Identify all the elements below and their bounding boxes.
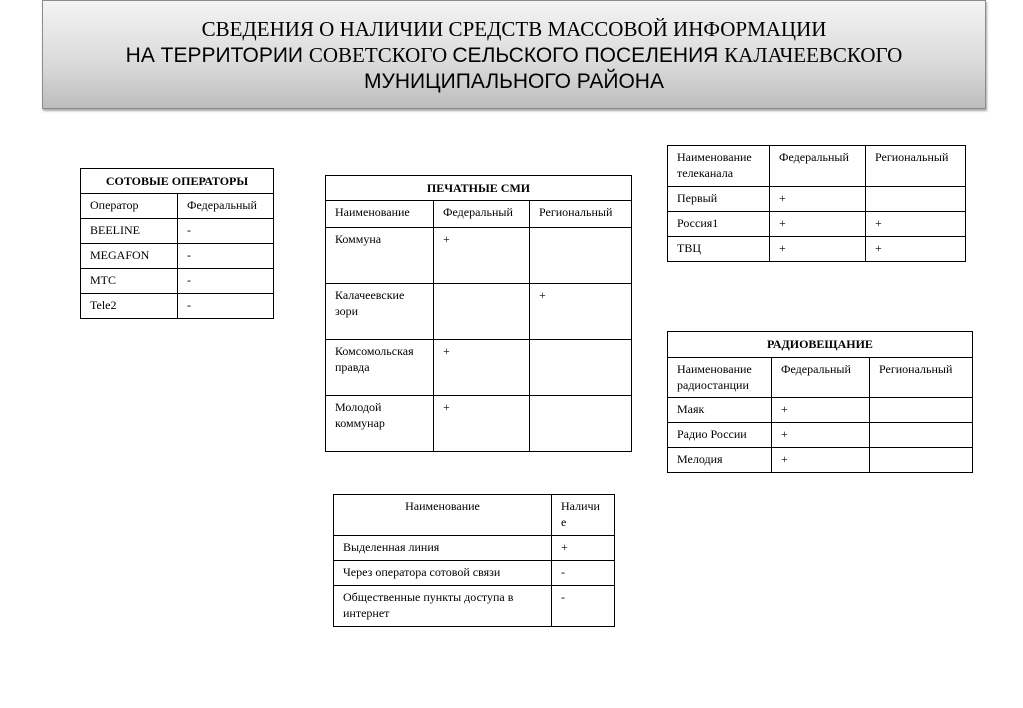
- table-cell: BEELINE: [81, 219, 178, 244]
- table-cell: [870, 398, 973, 423]
- table-cell: +: [434, 340, 530, 396]
- table-cell: [870, 448, 973, 473]
- table-caption: ПЕЧАТНЫЕ СМИ: [326, 176, 632, 201]
- column-header: Федеральный: [770, 146, 866, 187]
- table-cell: [870, 423, 973, 448]
- table-cell: +: [772, 448, 870, 473]
- table-cell: +: [772, 423, 870, 448]
- table-row: [334, 586, 615, 627]
- table-cell: -: [552, 561, 615, 586]
- print-media-table: [325, 175, 632, 452]
- table-cell: +: [434, 396, 530, 452]
- table-row: [81, 219, 274, 244]
- table-row: [668, 237, 966, 262]
- table-row: [81, 294, 274, 319]
- column-header: Наименование: [334, 495, 552, 536]
- table-cell: [866, 187, 966, 212]
- column-header: Федеральный: [178, 194, 274, 219]
- table-cell: +: [770, 212, 866, 237]
- column-header: Федеральный: [434, 201, 530, 228]
- table-cell: Молодой коммунар: [326, 396, 434, 452]
- table-cell: Общественные пункты доступа в интернет: [334, 586, 552, 627]
- table-cell: Tele2: [81, 294, 178, 319]
- title-line-2-part-4: КАЛАЧЕЕВСКОГО: [724, 43, 903, 67]
- table-cell: -: [552, 586, 615, 627]
- table-caption: РАДИОВЕЩАНИЕ: [668, 332, 973, 358]
- column-header: Наименование: [326, 201, 434, 228]
- table-cell: Калачеевские зори: [326, 284, 434, 340]
- table-row: [668, 423, 973, 448]
- table-cell: МТС: [81, 269, 178, 294]
- column-header: Региональный: [870, 358, 973, 398]
- table-cell: -: [178, 219, 274, 244]
- table-row: [81, 269, 274, 294]
- table-row: [326, 340, 632, 396]
- internet-access-table: [333, 494, 615, 627]
- column-header: Наименование радиостанции: [668, 358, 772, 398]
- table-cell: Радио России: [668, 423, 772, 448]
- table-cell: MEGAFON: [81, 244, 178, 269]
- title-line-2-part-3: СЕЛЬСКОГО ПОСЕЛЕНИЯ: [452, 44, 725, 67]
- table-cell: [530, 396, 632, 452]
- page-title-banner: [42, 0, 986, 109]
- table-row: [668, 212, 966, 237]
- column-header: Региональный: [866, 146, 966, 187]
- table-cell: ТВЦ: [668, 237, 770, 262]
- table-cell: Коммуна: [326, 228, 434, 284]
- radio-stations-table: [667, 331, 973, 473]
- table-row: [326, 228, 632, 284]
- table-row: [334, 561, 615, 586]
- table-cell: Выделенная линия: [334, 536, 552, 561]
- table-cell: -: [178, 244, 274, 269]
- table-row: [326, 396, 632, 452]
- title-line-2-part-1: НА ТЕРРИТОРИИ: [125, 44, 309, 67]
- table-cell: Россия1: [668, 212, 770, 237]
- table-cell: +: [770, 237, 866, 262]
- column-header: Федеральный: [772, 358, 870, 398]
- column-header: Региональный: [530, 201, 632, 228]
- column-header: Наличие: [552, 495, 615, 536]
- title-line-2: [43, 42, 985, 69]
- table-cell: [530, 228, 632, 284]
- title-line-1: СВЕДЕНИЯ О НАЛИЧИИ СРЕДСТВ МАССОВОЙ ИНФОРМАЦИИ: [201, 17, 827, 41]
- table-cell: Через оператора сотовой связи: [334, 561, 552, 586]
- table-caption: СОТОВЫЕ ОПЕРАТОРЫ: [81, 169, 274, 194]
- column-header: Наименование телеканала: [668, 146, 770, 187]
- table-cell: +: [434, 228, 530, 284]
- table-cell: +: [552, 536, 615, 561]
- table-row: [334, 536, 615, 561]
- cellular-operators-table: [80, 168, 274, 319]
- table-cell: Первый: [668, 187, 770, 212]
- table-row: [668, 187, 966, 212]
- table-cell: [434, 284, 530, 340]
- table-cell: [530, 340, 632, 396]
- table-row: [668, 398, 973, 423]
- table-cell: +: [772, 398, 870, 423]
- column-header: Оператор: [81, 194, 178, 219]
- table-cell: +: [866, 237, 966, 262]
- tv-channels-table: [667, 145, 966, 262]
- table-cell: +: [530, 284, 632, 340]
- table-cell: -: [178, 269, 274, 294]
- table-cell: +: [770, 187, 866, 212]
- title-line-3: МУНИЦИПАЛЬНОГО РАЙОНА: [364, 70, 664, 93]
- table-cell: Мелодия: [668, 448, 772, 473]
- table-row: [81, 244, 274, 269]
- table-row: [326, 284, 632, 340]
- table-cell: Маяк: [668, 398, 772, 423]
- table-cell: +: [866, 212, 966, 237]
- table-cell: -: [178, 294, 274, 319]
- title-line-2-part-2: СОВЕТСКОГО: [308, 43, 453, 67]
- table-cell: Комсомольская правда: [326, 340, 434, 396]
- table-row: [668, 448, 973, 473]
